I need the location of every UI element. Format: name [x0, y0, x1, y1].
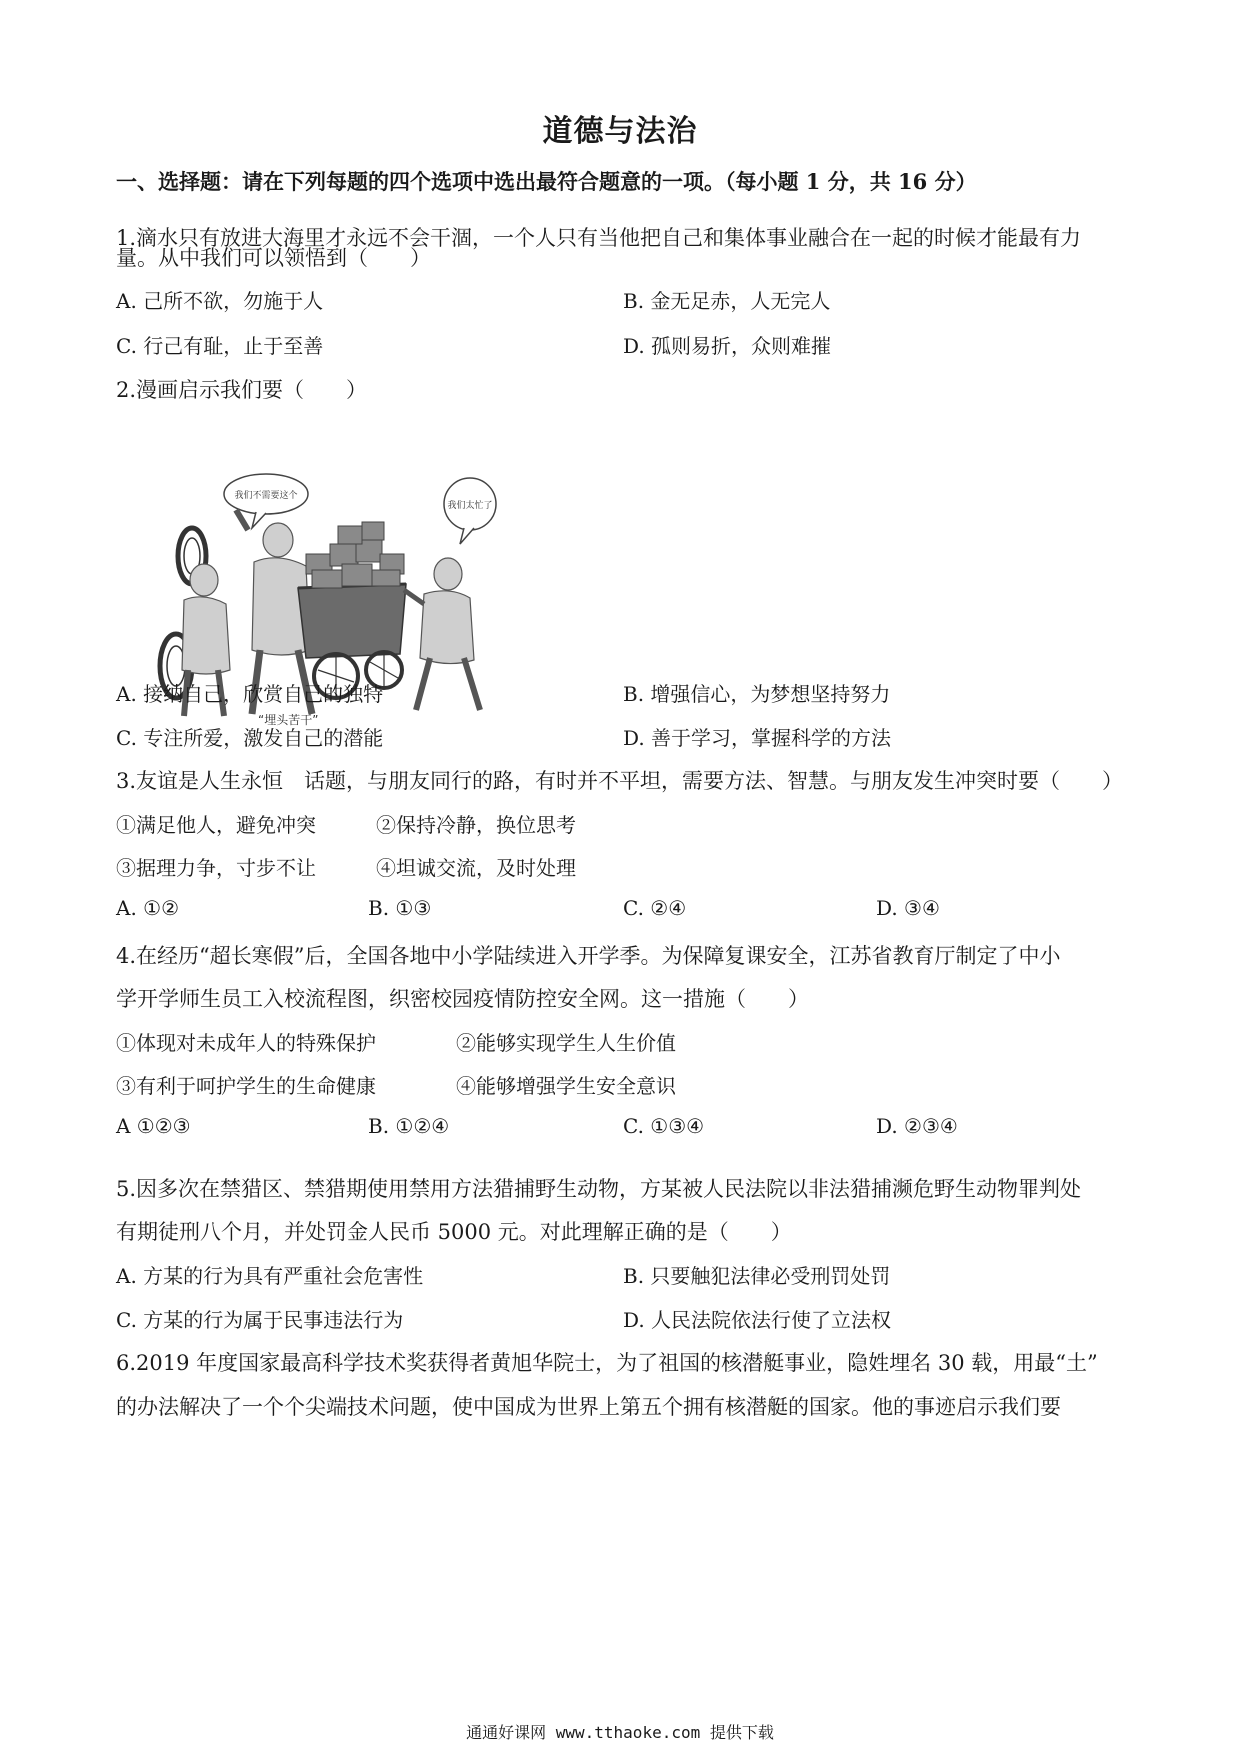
- cart-cargo: [306, 522, 404, 588]
- q4-option-c: C. ①③④: [623, 1114, 705, 1138]
- q5-option-d: D. 人民法院依法行使了立法权: [623, 1308, 892, 1332]
- q5-stem-line2: 有期徒刑八个月，并处罚金人民币 5000 元。对此理解正确的是（ ）: [116, 1220, 792, 1244]
- q4-item-3: ③有利于呵护学生的生命健康: [116, 1074, 376, 1098]
- q3-item-1: ①满足他人，避免冲突: [116, 813, 316, 837]
- section-heading: 一、选择题：请在下列每题的四个选项中选出最符合题意的一项。（每小题 1 分，共 16 分）: [116, 169, 977, 194]
- q4-item-1: ①体现对未成年人的特殊保护: [116, 1031, 376, 1055]
- q2-stem: 2.漫画启示我们要（ ）: [116, 378, 368, 402]
- q3-item-2: ②保持冷静，换位思考: [376, 813, 576, 837]
- q4-option-b: B. ①②④: [368, 1114, 450, 1138]
- q3-option-c: C. ②④: [623, 896, 687, 920]
- q3-option-d: D. ③④: [876, 896, 940, 920]
- speech-bubble-right-text: 我们太忙了: [447, 501, 493, 511]
- q3-option-b: B. ①③: [368, 896, 432, 920]
- cartoon-caption: “埋头苦干”: [258, 713, 319, 727]
- q5-option-c: C. 方某的行为属于民事违法行为: [116, 1308, 404, 1332]
- document-title: 道德与法治: [542, 114, 698, 149]
- speech-bubble-left-text: 我们不需要这个: [234, 491, 298, 501]
- q1-option-d: D. 孤则易折，众则难摧: [623, 334, 832, 358]
- q4-option-d: D. ②③④: [876, 1114, 958, 1138]
- q1-option-c: C. 行己有耻，止于至善: [116, 334, 324, 358]
- q3-item-3: ③据理力争，寸步不让: [116, 856, 316, 880]
- q6-stem-line1: 6.2019 年度国家最高科学技术奖获得者黄旭华院士，为了祖国的核潜艇事业，隐姓埋名 30 载，用最“土”: [116, 1351, 1098, 1375]
- q1-option-b: B. 金无足赤，人无完人: [623, 289, 831, 313]
- q5-option-b: B. 只要触犯法律必受刑罚处罚: [623, 1264, 891, 1288]
- q5-option-a: A. 方某的行为具有严重社会危害性: [116, 1264, 424, 1288]
- q4-item-2: ②能够实现学生人生价值: [456, 1031, 676, 1055]
- q4-option-a: A ①②③: [116, 1114, 191, 1138]
- q3-option-a: A. ①②: [116, 896, 180, 920]
- page-footer: 通通好课网 www.tthaoke.com 提供下载: [466, 1723, 774, 1742]
- q2-option-d: D. 善于学习，掌握科学的方法: [623, 726, 892, 750]
- q4-item-4: ④能够增强学生安全意识: [456, 1074, 676, 1098]
- q2-option-b: B. 增强信心，为梦想坚持努力: [623, 682, 891, 706]
- figure-right: [404, 558, 480, 710]
- q6-stem-line2: 的办法解决了一个个尖端技术问题，使中国成为世界上第五个拥有核潜艇的国家。他的事迹启示我们要: [116, 1395, 1061, 1419]
- q2-option-a: A. 接纳自己，欣赏自己的独特: [116, 682, 384, 706]
- q1-option-a: A. 己所不欲，勿施于人: [116, 289, 324, 313]
- q1-stem-line2: 量。从中我们可以领悟到（ ）: [116, 246, 431, 270]
- q3-stem: 3.友谊是人生永恒 话题，与朋友同行的路，有时并不平坦，需要方法、智慧。与朋友发生冲突时要（ ）: [116, 769, 1124, 793]
- q4-stem-line2: 学开学师生员工入校流程图，织密校园疫情防控安全网。这一措施（ ）: [116, 987, 809, 1011]
- q1-stem-line1: 1.滴水只有放进大海里才永远不会干涸，一个人只有当他把自己和集体事业融合在一起的时候才能最有力: [116, 226, 1082, 250]
- q4-stem-line1: 4.在经历“超长寒假”后，全国各地中小学陆续进入开学季。为保障复课安全，江苏省教育厅制定了中小: [116, 944, 1061, 968]
- q5-stem-line1: 5.因多次在禁猎区、禁猎期使用禁用方法猎捕野生动物，方某被人民法院以非法猎捕濒危野生动物罪判处: [116, 1177, 1082, 1201]
- q3-item-4: ④坦诚交流，及时处理: [376, 856, 576, 880]
- q2-option-c: C. 专注所爱，激发自己的潜能: [116, 726, 384, 750]
